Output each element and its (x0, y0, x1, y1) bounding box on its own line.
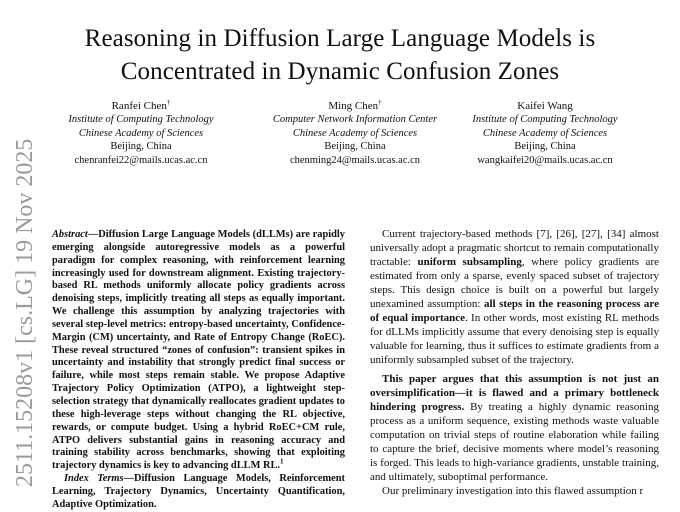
arxiv-stamp: 2511.15208v1 [cs.LG] 19 Nov 2025 (12, 138, 38, 487)
paper-title (0, 22, 680, 88)
p2-bold-1: This paper argues that this assumption is not just an oversimplification—it is flawed and a primary bottleneck hindering progress. (370, 373, 659, 413)
abstract-text: Diffusion Large Language Models (dLLMs) are rapidly emerging alongside autoregressive models as a powerful paradigm for complex reasoning, with reinforcement learning increasingly used for downstream alignment. Existing trajectory-based RL methods uniformly allocate policy gradients across denoising steps, implicitly treating all steps as equally important. We challenge this assumption by analyzing trajectories with several step-level metrics: entropy-based uncertainty, Confidence-Margin (CM) uncertainty, and Rate of Entropy Change (RoEC). These reveal structured “zones of confusion”: transient spikes in uncertainty and instability that strongly predict final success or failure, while most steps remain stable. We propose Adaptive Trajectory Policy Optimization (ATPO), a lightweight step-selection strategy that dynamically reallocates gradient updates to these high-leverage steps without changing the RL objective, rewards, or compute budget. Using a hybrid RoEC+CM rule, ATPO delivers substantial gains in reasoning accuracy and training stability across benchmarks, showing that exploiting trajectory dynamics is key to advancing dLLM RL. (52, 229, 345, 472)
abstract-dash: — (87, 229, 99, 240)
author-2-name: Ming Chen (328, 100, 379, 112)
author-1 (66, 100, 216, 167)
author-1-mark: † (166, 98, 171, 107)
p1-bold-1: uniform subsampling (417, 256, 522, 268)
author-1-email: chenranfei22@mails.ucas.ac.cn (74, 154, 208, 166)
intro-column (370, 227, 659, 498)
abstract-label: Abstract (52, 229, 88, 240)
intro-paragraph-1 (370, 227, 659, 367)
author-2-affiliation-1: Computer Network Information Center (272, 114, 438, 126)
author-2 (252, 100, 458, 167)
p3-text-a: Our preliminary investigation into this flawed assumption r (382, 485, 644, 497)
author-3 (452, 100, 638, 167)
author-3-affiliation-2: Chinese Academy of Sciences (482, 127, 608, 139)
intro-paragraph-2 (370, 372, 659, 484)
index-terms-label: Index Terms (64, 473, 124, 485)
author-2-email: chenming24@mails.ucas.ac.cn (289, 154, 421, 166)
author-3-email: wangkaifei20@mails.ucas.ac.cn (477, 154, 613, 166)
author-block (60, 100, 670, 180)
p2-text-a: By treating a highly dynamic reasoning process as a uniform sequence, existing methods waste valuable computation on trivial steps of routine elaboration while failing to capture the brief, decisive moments where model’s reasoning is forged. This leads to high-variance gradients, unstable training, and ultimately, suboptimal performance. (370, 401, 659, 483)
abstract-paragraph (52, 229, 345, 473)
author-1-affiliation-2: Chinese Academy of Sciences (78, 127, 204, 139)
abstract-column (52, 229, 345, 512)
author-1-location: Beijing, China (110, 141, 172, 153)
author-1-name: Ranfei Chen (111, 100, 167, 112)
index-terms-dash: — (123, 473, 134, 485)
author-3-location: Beijing, China (514, 141, 576, 153)
index-terms-paragraph (52, 473, 345, 512)
index-terms-text: Diffusion Language Models, Reinforcement Learning, Trajectory Dynamics, Uncertainty Quantification, Adaptive Optimization. (52, 473, 345, 510)
abstract-footnote-mark: 1 (280, 457, 284, 466)
p1-text-d: . In other words, most existing RL methods for dLLMs implicitly assume that every denoising step is equally valuable for learning, thus it suffices to estimate gradients from a uniformly subsampled subset of the trajectory. (370, 312, 659, 366)
p1-bold-2: all steps in the reasoning process are of equal importance (370, 298, 659, 324)
author-3-affiliation-1: Institute of Computing Technology (472, 114, 618, 126)
p1-text-a: Current trajectory-based methods [7], [26], [27], [34] almost universally adopt a pragmatic shortcut to remain computationally tractable: (370, 228, 659, 268)
author-1-affiliation-1: Institute of Computing Technology (68, 114, 214, 126)
p1-text-c: , where policy gradients are estimated from only a sparse, evenly spaced subset of trajectory steps. This design choice is built on a powerful but largely unexamined assumption: (370, 256, 659, 310)
title-line-1: Reasoning in Diffusion Large Language Models is (84, 25, 596, 52)
author-3-name: Kaifei Wang (517, 100, 573, 112)
intro-paragraph-3 (370, 484, 659, 498)
title-line-2: Concentrated in Dynamic Confusion Zones (120, 58, 560, 85)
author-2-mark: † (378, 98, 382, 107)
author-2-location: Beijing, China (324, 141, 386, 153)
author-2-affiliation-2: Chinese Academy of Sciences (292, 127, 418, 139)
